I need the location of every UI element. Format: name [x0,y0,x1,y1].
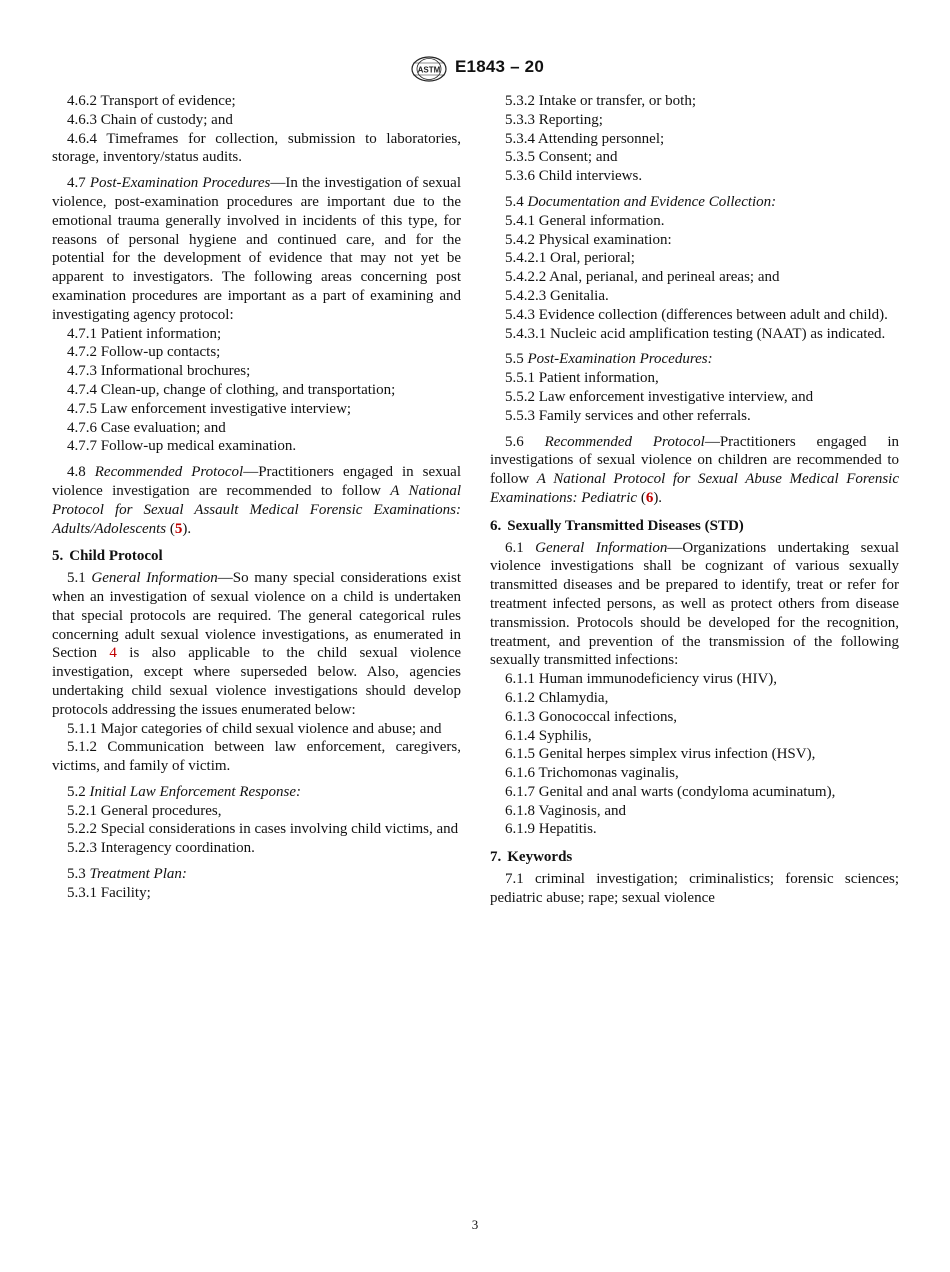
item-4-7-6: 4.7.6 Case evaluation; and [67,419,226,436]
item-5-3-2: 5.3.2 Intake or transfer, or both; [505,93,697,109]
item-6-1-1: 6.1.1 Human immunodeficiency virus (HIV), [505,671,778,688]
paragraph-5-3: 5.3 Treatment Plan: [67,866,187,883]
item-5-4-3-1: 5.4.3.1 Nucleic acid amplification testing (NAAT) as indicated. [505,325,886,342]
item-6-1-5: 6.1.5 Genital herpes simplex virus infection (HSV), [505,746,816,763]
item-4-7-5: 4.7.5 Law enforcement investigative interview; [67,400,352,417]
item-5-4-2-1: 5.4.2.1 Oral, perioral; [505,250,635,267]
item-5-3-3: 5.3.3 Reporting; [505,111,603,128]
item-4-6-2: 4.6.2 Transport of evidence; [67,93,236,109]
paragraph-5-1: 5.1 General Information—So many special considerations exist when an investigation of sexual violence on a child is undertaken that special protocols are required. The general categorical rules concerning adult sexual violence investigations, as enumerated in Section 4 is also applicable to the child sexual violence investigation, except where superseded below. Also, agencies undertaking child sexual violence investigations should develop protocols addressing the issues enumerated below: [52,570,462,718]
heading-post-examination: Post-Examination Procedures [89,175,271,192]
item-5-1-2: 5.1.2 Communication between law enforcement, caregivers, victims, and family of victim. [52,739,461,775]
page-header [0,56,950,82]
page-number: 3 [471,1217,479,1232]
item-5-4-2: 5.4.2 Physical examination: [505,231,672,248]
item-5-2-1: 5.2.1 General procedures, [67,802,222,819]
paragraph-5-2: 5.2 Initial Law Enforcement Response: [67,783,301,800]
logo-text: ASTM [417,65,441,75]
item-5-4-3: 5.4.3 Evidence collection (differences between adult and child). [505,306,888,323]
item-5-4-1: 5.4.1 General information. [505,212,665,229]
section-heading-6: 6. Sexually Transmitted Diseases (STD) [490,517,744,534]
section-heading-5: 5. Child Protocol [52,548,163,565]
paragraph-7-1: 7.1 criminal investigation; criminalistics; forensic sciences; pediatric abuse; rape; sexual violence [490,871,899,906]
paragraph-6-1: 6.1 General Information—Organizations undertaking sexual violence investigations shall be cognizant of various sexually transmitted diseases and be prepared to identify, treat or refer for treatment infected persons, as well as protect others from disease transmission. Protocols should be developed for the recognition, treatment, and prevention of the transmission of the following sexually transmitted infections: [490,539,899,669]
item-6-1-9: 6.1.9 Hepatitis. [505,821,597,838]
section-link-4[interactable]: 4 [109,645,117,662]
item-5-3-6: 5.3.6 Child interviews. [505,168,643,185]
item-4-7-2: 4.7.2 Follow-up contacts; [67,344,221,361]
astm-logo-icon [410,56,448,82]
item-5-3-4: 5.3.4 Attending personnel; [505,130,665,147]
item-5-2-2: 5.2.2 Special considerations in cases involving child victims, and [67,821,459,838]
reference-link-5[interactable]: 5 [174,520,183,537]
reference-link-6[interactable]: 6 [645,489,654,506]
item-5-4-2-2: 5.4.2.2 Anal, perianal, and perineal areas; and [505,269,780,286]
item-6-1-2: 6.1.2 Chlamydia, [505,689,609,706]
right-column [490,92,899,908]
section-heading-7: 7. Keywords [490,849,573,866]
item-5-3-5: 5.3.5 Consent; and [505,149,618,166]
paragraph-5-6: 5.6 Recommended Protocol—Practitioners engaged in investigations of sexual violence on children are recommended to follow A National Protocol for Sexual Abuse Medical Forensic Examinations: Pediatric (6). [490,433,899,506]
left-column [52,92,461,903]
item-5-5-3: 5.5.3 Family services and other referrals. [505,407,751,424]
item-5-4-2-3: 5.4.2.3 Genitalia. [505,287,609,304]
paragraph-4-8: 4.8 Recommended Protocol—Practitioners engaged in sexual violence investigation are recommended to follow A National Protocol for Sexual Assault Medical Forensic Examinations: Adults/Adolescents (5). [52,464,461,537]
item-6-1-7: 6.1.7 Genital and anal warts (condyloma acuminatum), [505,783,836,800]
item-4-6-4: 4.6.4 Timeframes for collection, submission to laboratories, storage, inventory/status audits. [52,130,461,166]
item-4-7-3: 4.7.3 Informational brochures; [67,363,251,380]
item-6-1-3: 6.1.3 Gonococcal infections, [505,708,678,725]
item-6-1-4: 6.1.4 Syphilis, [505,727,592,744]
item-4-7-1: 4.7.1 Patient information; [67,325,222,342]
item-6-1-6: 6.1.6 Trichomonas vaginalis, [505,765,679,782]
item-4-7-7: 4.7.7 Follow-up medical examination. [67,438,297,455]
item-5-2-3: 5.2.3 Interagency coordination. [67,840,255,857]
paragraph-5-5: 5.5 Post-Examination Procedures: [505,351,713,368]
item-4-6-3: 4.6.3 Chain of custody; and [67,111,233,128]
item-5-1-1: 5.1.1 Major categories of child sexual violence and abuse; and [67,720,442,737]
paragraph-5-4: 5.4 Documentation and Evidence Collection: [505,193,777,210]
item-5-5-1: 5.5.1 Patient information, [505,370,659,387]
paragraph-4-7: 4.7 Post-Examination Procedures—In the investigation of sexual violence, post-examination procedures are important due to the emotional trauma generally involved in incidents of this type, for reasons of personal hygiene and continued care, and for the potential for the development of evidence that may not yet be apparent to investigators. The following areas concerning post examination procedures are important as a part of examining and investigating agency protocol: [52,175,461,323]
document-designation: E1843 – 20 [455,57,544,76]
item-5-5-2: 5.5.2 Law enforcement investigative interview, and [505,388,814,405]
item-6-1-8: 6.1.8 Vaginosis, and [505,802,626,819]
item-5-3-1: 5.3.1 Facility; [67,884,151,901]
item-4-7-4: 4.7.4 Clean-up, change of clothing, and transportation; [67,381,396,398]
